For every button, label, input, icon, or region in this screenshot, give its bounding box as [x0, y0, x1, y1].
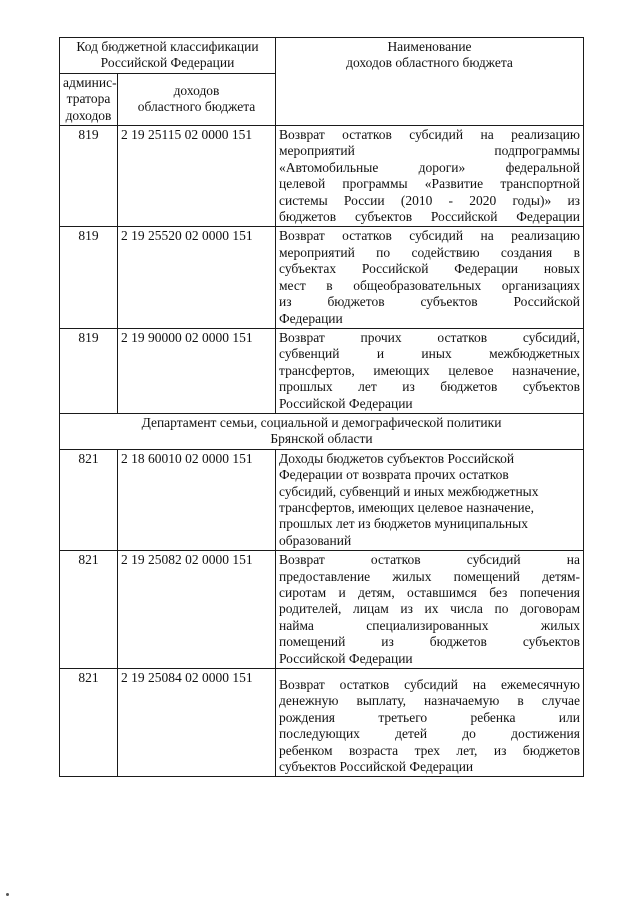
income-name-cell: [276, 669, 584, 777]
text-line: мероприятий подпрограммы: [279, 143, 580, 159]
text-line: Российской Федерации: [279, 650, 413, 666]
text-line: мест в общеобразовательных организациях: [279, 277, 580, 293]
income-code-cell: 2 18 60010 02 0000 151: [118, 449, 276, 550]
department-heading: [60, 413, 584, 449]
text-line: целевой программы «Развитие транспортной: [279, 176, 580, 192]
income-name-cell: [276, 328, 584, 413]
text-line: субъектов Российской Федерации: [279, 759, 474, 775]
text-line: мероприятий по содействию создания в: [279, 244, 580, 260]
income-name-cell: [276, 551, 584, 669]
text-line: образований: [279, 532, 352, 548]
department-row: [60, 413, 584, 449]
admin-code-cell: 821: [60, 669, 118, 777]
text-line: Российской Федерации: [279, 395, 413, 411]
text-line: Федерации от возврата прочих остатков: [279, 467, 509, 483]
table-row: [60, 328, 584, 413]
table-row: [60, 669, 584, 777]
text-line: субъектах Российской Федерации новых: [279, 261, 580, 277]
income-code-cell: 2 19 25082 02 0000 151: [118, 551, 276, 669]
text-line: найма специализированных жилых: [279, 617, 580, 633]
income-code-cell: 2 19 25084 02 0000 151: [118, 669, 276, 777]
text-line: трансфертов, имеющих целевое назначение,: [279, 362, 580, 378]
budget-code-header: [60, 38, 276, 74]
income-code-cell: 2 19 90000 02 0000 151: [118, 328, 276, 413]
income-name-cell: [276, 227, 584, 328]
budget-classification-table: [59, 37, 584, 777]
header-line: Наименование: [387, 39, 472, 54]
text-line: прошлых лет из бюджетов субъектов: [279, 379, 580, 395]
text-line: последующих детей до достижения: [279, 726, 580, 742]
text-line: Возврат остатков субсидий на: [279, 552, 580, 568]
income-code-cell: 2 19 25115 02 0000 151: [118, 126, 276, 227]
text-line: Доходы бюджетов субъектов Российской: [279, 450, 515, 466]
income-name-cell: [276, 126, 584, 227]
income-code-cell: 2 19 25520 02 0000 151: [118, 227, 276, 328]
text-line: Возврат прочих остатков субсидий,: [279, 329, 580, 345]
text-line: сиротам и детям, оставшимся без попечения: [279, 585, 580, 600]
table-row: [60, 227, 584, 328]
table-row: [60, 551, 584, 669]
scan-speck: [6, 893, 9, 896]
text-line: прошлых лет из бюджетов муниципальных: [279, 516, 528, 532]
income-header: [118, 73, 276, 125]
text-line: Возврат остатков субсидий на реализацию: [279, 127, 580, 143]
text-line: субсидий, субвенций и иных межбюджетных: [279, 483, 539, 499]
income-name-cell: [276, 449, 584, 550]
table-row: [60, 126, 584, 227]
header-line: доходов: [173, 83, 220, 99]
text-line: ребенком возраста трех лет, из бюджетов: [279, 742, 580, 758]
name-header: [276, 38, 584, 126]
header-line: доходов областного бюджета: [346, 55, 513, 71]
header-line: доходов: [65, 107, 112, 123]
text-line: Федерации: [279, 310, 343, 326]
text-line: системы России (2010 - 2020 годы)» из: [279, 192, 580, 208]
text-line: родителей, лицам из их числа по договорам: [279, 601, 580, 617]
table-row: [60, 449, 584, 550]
text-line: предоставление жилых помещений детям-: [279, 568, 580, 584]
admin-header: [60, 73, 118, 125]
admin-code-cell: 819: [60, 227, 118, 328]
text-line: трансфертов, имеющих целевое назначение,: [279, 499, 535, 515]
header-line: Код бюджетной классификации: [76, 39, 259, 54]
text-line: из бюджетов субъектов Российской: [279, 294, 580, 310]
text-line: «Автомобильные дороги» федеральной: [279, 159, 580, 175]
text-line: Возврат остатков субсидий на ежемесячную: [279, 677, 580, 693]
header-line: админис-: [63, 74, 117, 90]
department-line: Департамент семьи, социальной и демографической политики: [141, 414, 502, 430]
header-line: областного бюджета: [137, 99, 256, 115]
text-line: помещений из бюджетов субъектов: [279, 634, 580, 650]
text-line: Возврат остатков субсидий на реализацию: [279, 228, 580, 244]
text-line: денежную выплату, назначаемую в случае: [279, 693, 580, 709]
admin-code-cell: 819: [60, 328, 118, 413]
text-line: бюджетов субъектов Российской Федерации: [279, 209, 580, 225]
text-line: рождения третьего ребенка или: [279, 709, 580, 725]
header-line: тратора: [66, 91, 111, 107]
header-line: Российской Федерации: [100, 55, 235, 71]
admin-code-cell: 821: [60, 449, 118, 550]
text-line: субвенций и иных межбюджетных: [279, 346, 580, 362]
admin-code-cell: 821: [60, 551, 118, 669]
admin-code-cell: 819: [60, 126, 118, 227]
department-line: Брянской области: [270, 431, 373, 447]
header-row-top: [60, 38, 584, 74]
